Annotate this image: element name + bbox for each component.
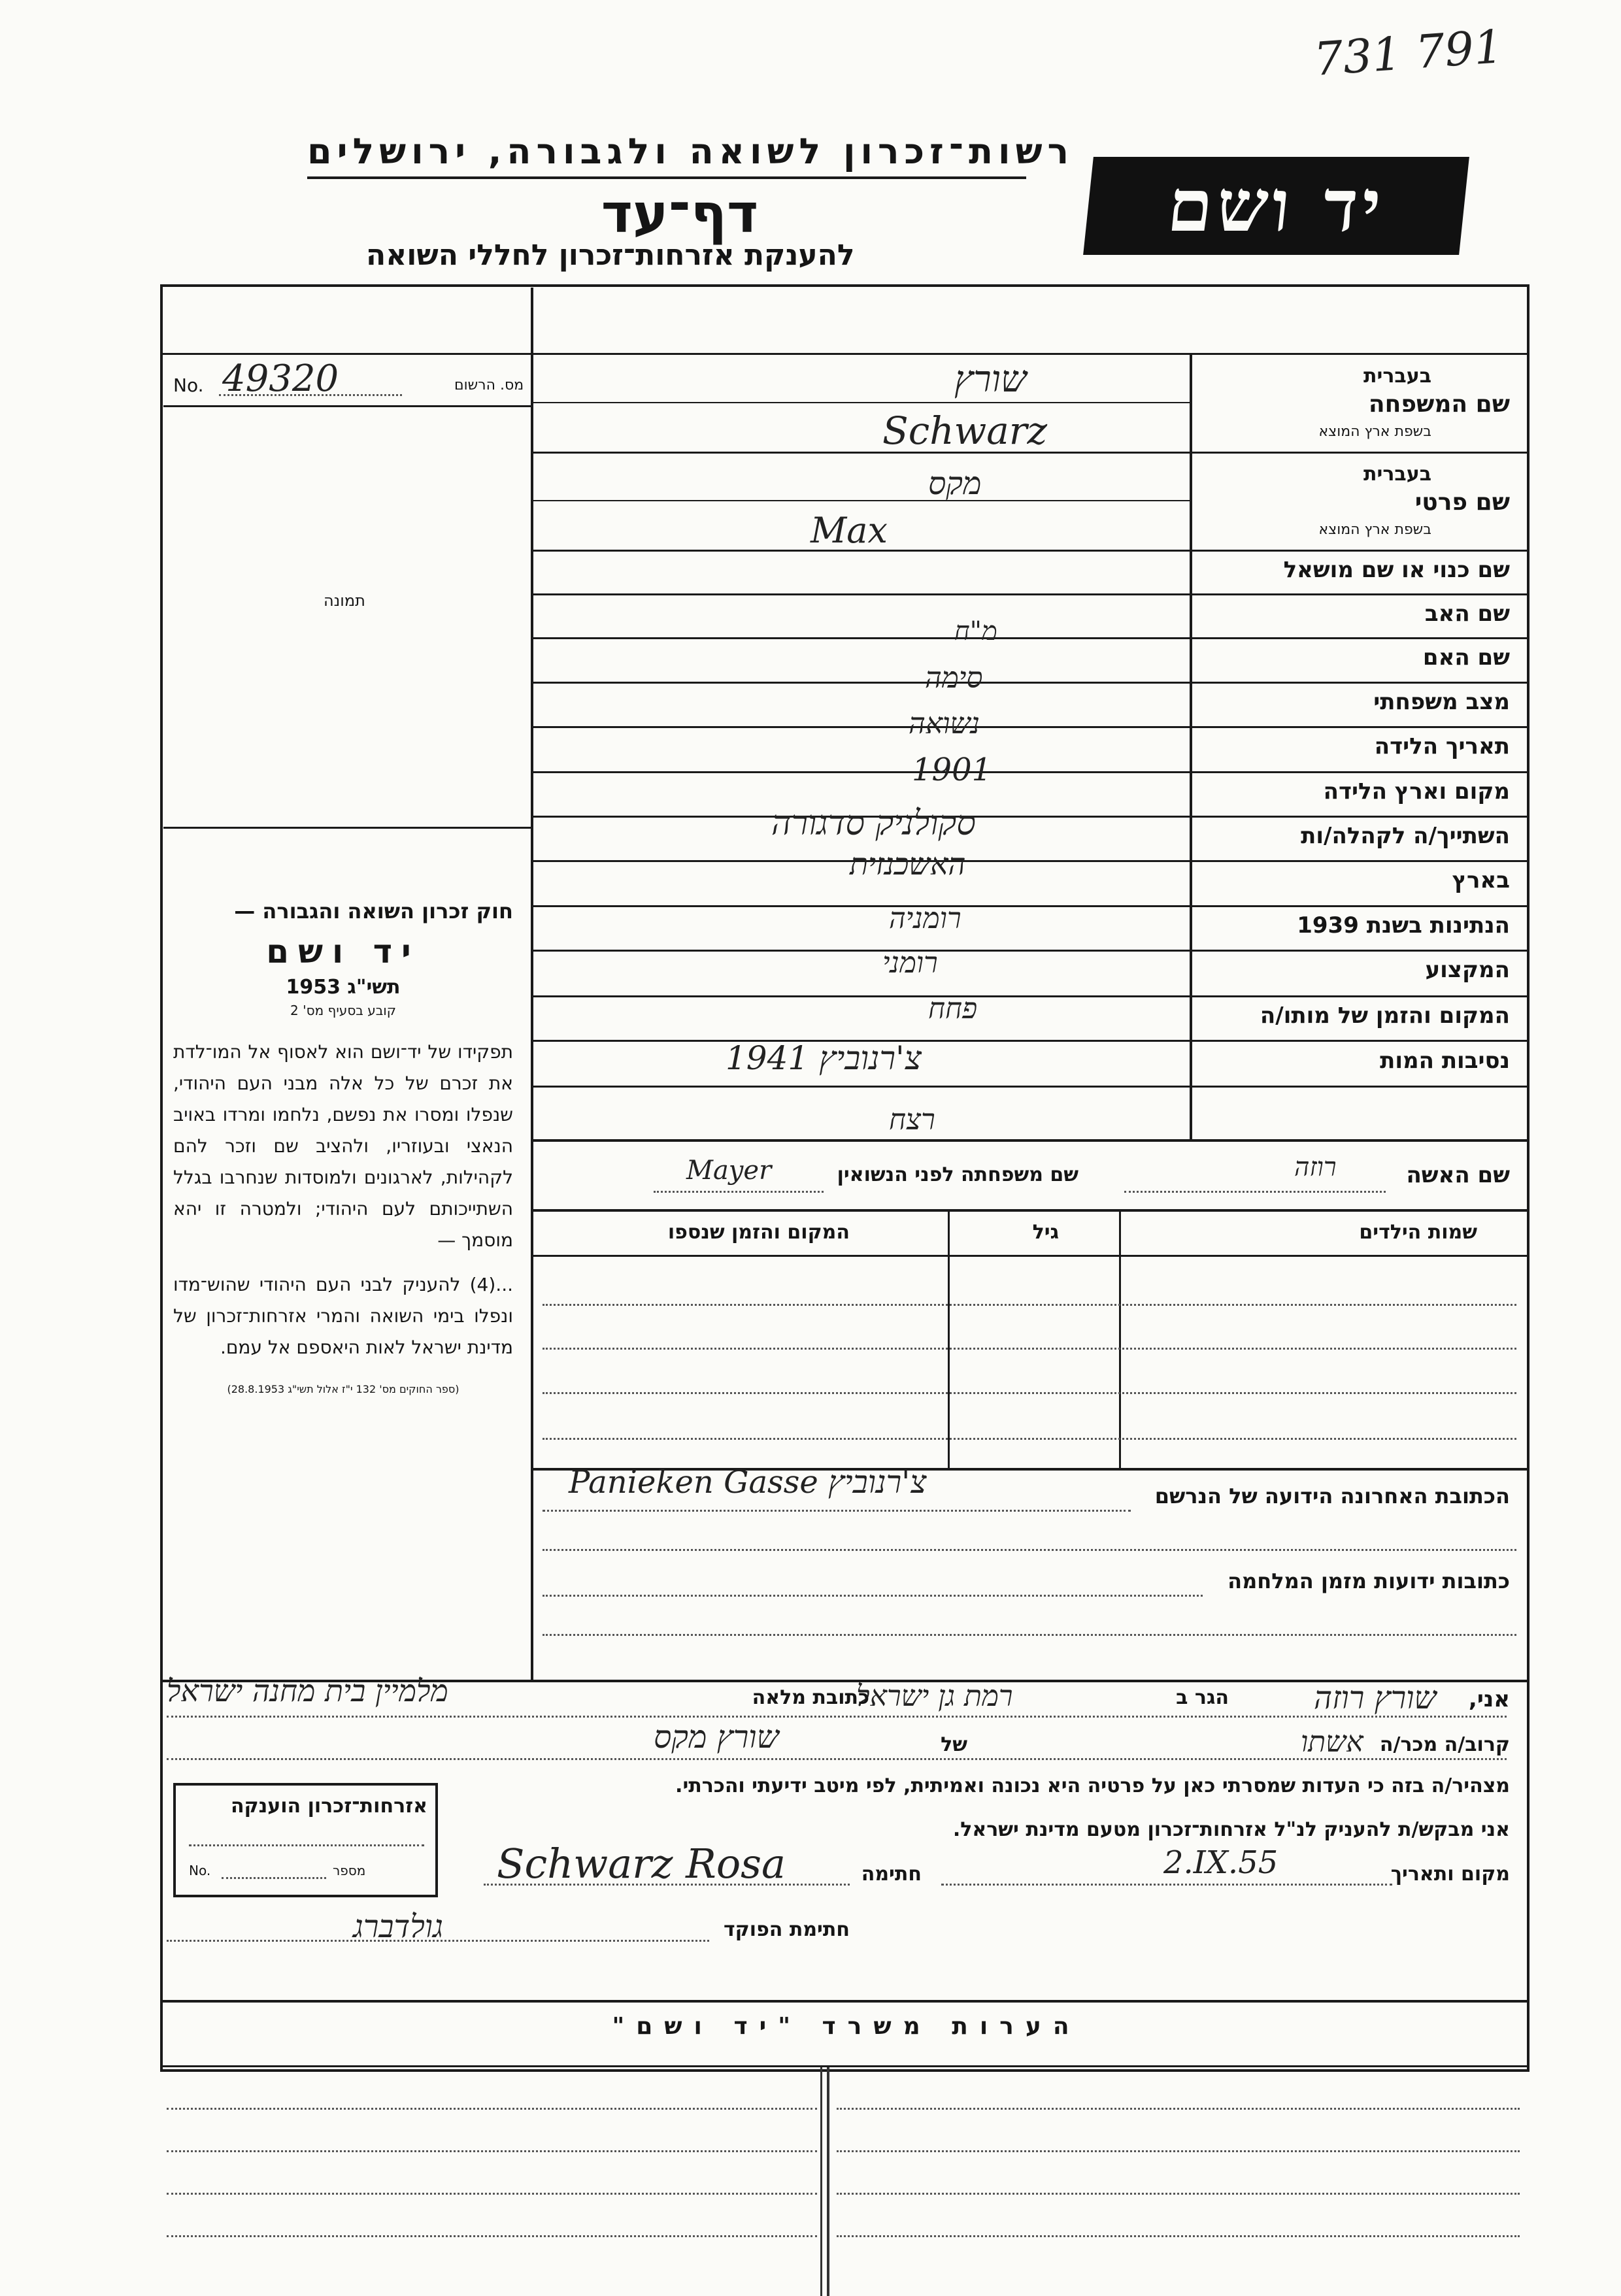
declarant-resides-value: רמת גן ישראל [856, 1680, 1013, 1713]
wartime-address-label: כתובות ידועות מזמן המלחמה [1228, 1569, 1510, 1593]
marital-status-label: מצב משפחתי [1373, 689, 1510, 715]
mother-name-value: סימה [925, 661, 983, 695]
children-header-age: גיל [1032, 1221, 1059, 1244]
office-notes-line-8 [837, 2235, 1520, 2237]
officer-signature: גולדברג [353, 1908, 443, 1945]
archive-number: 731 791 [1312, 20, 1505, 86]
law-paragraph-2: ...(4) להעניק לבני העם היהודי שהוש־מדו ונפלו בימי השואה והמרי אזרחות־זכרון של מדינת ישראל לאות היאספם אל עמם. [173, 1274, 513, 1358]
children-header-place-time: המקום והזמן שנספו [667, 1221, 850, 1244]
declarant-relation-value: אשתו [1301, 1725, 1363, 1759]
death-circumstances-label: נסיבות המות [1380, 1048, 1510, 1074]
children-col-divider-2 [1119, 1212, 1121, 1468]
birth-date-value: 1901 [912, 752, 992, 788]
children-row-3 [543, 1392, 1516, 1394]
family-name-hebrew-value: שורץ [954, 358, 1027, 401]
father-name-value: מ"ח [954, 616, 997, 646]
first-name-origin-sub: בשפת ארץ המוצא [1318, 522, 1431, 538]
wife-maiden-dots [654, 1191, 824, 1193]
citizenship-dots-2 [222, 1877, 326, 1879]
office-notes-divider [160, 2065, 1529, 2067]
birth-place-value: סקולניק סדגורה [771, 804, 976, 843]
birth-date-label: תאריך הלידה [1374, 733, 1510, 759]
birth-place-label: מקום וארץ הלידה [1323, 778, 1510, 805]
law-box [173, 899, 513, 1395]
office-notes-line-3 [167, 2193, 817, 2195]
community-value: האשכנזית [850, 846, 966, 882]
father-name-label: שם האב [1424, 601, 1510, 627]
registration-label: מס. הרשום [454, 377, 524, 393]
signature-dots [484, 1884, 850, 1886]
wife-maiden-value: Mayer [686, 1156, 772, 1186]
logo-text: יד ושם [1163, 163, 1389, 248]
first-name-hebrew-value: מקס [928, 465, 982, 502]
law-name: יד ושם [266, 933, 420, 971]
first-name-label: שם פרטי [1414, 489, 1510, 516]
marital-status-value: נשואה [909, 707, 980, 740]
top-row-cells [163, 288, 510, 353]
wife-maiden-label: שם משפחתה לפני הנשואין [837, 1163, 1078, 1186]
nationality-label: הנתינות בשנת 1939 [1297, 912, 1510, 939]
community-label: השתייך/ה לקהלה/ות [1301, 823, 1510, 849]
children-row-2 [543, 1348, 1516, 1350]
place-date-dots [941, 1884, 1392, 1886]
declarant-line-dots [167, 1716, 1507, 1718]
wife-divider [533, 1209, 1527, 1212]
family-name-label: שם המשפחה [1368, 391, 1510, 418]
registration-number: 49320 [222, 358, 339, 400]
office-notes-line-4 [167, 2235, 817, 2237]
children-header-divider [533, 1255, 1527, 1257]
family-name-hebrew-sub: בעברית [1363, 365, 1431, 388]
first-name-hebrew-sub: בעברית [1363, 463, 1431, 486]
office-notes-line-7 [837, 2193, 1520, 2195]
mother-name-label: שם האם [1422, 644, 1510, 671]
profession-value: פחח [928, 992, 978, 1025]
declarant-resides-label: הגר ב [1176, 1686, 1229, 1709]
last-address-dots-2 [543, 1549, 1516, 1551]
office-notes-line-6 [837, 2150, 1520, 2152]
death-place-label: המקום והזמן של מותו/ה [1260, 1003, 1510, 1029]
photo-label: תמונה [324, 591, 365, 610]
law-year: תשי"ג 1953 [286, 976, 401, 999]
registration-no-label: No. [173, 374, 204, 396]
wife-label: שם האשה [1406, 1162, 1510, 1188]
country-value: רומניה [889, 902, 961, 935]
officer-label: חתימת הפוקד [724, 1918, 850, 1941]
declarant-of-label: של [941, 1733, 967, 1756]
office-notes-line-5 [837, 2108, 1520, 2110]
declaration-text: מצהיר/ה בזה כי העדות שמסרתי כאן על פרטיה היא נכונה ואמיתית, לפי מיטב ידיעתי והכרתי. [675, 1774, 1510, 1797]
citizenship-number-label: מספר [333, 1863, 366, 1878]
office-notes-line-1 [167, 2108, 817, 2110]
signature-value: Schwarz Rosa [497, 1840, 786, 1888]
form-title: דף־עד [601, 183, 759, 245]
declarant-ani-label: אני, [1468, 1686, 1510, 1712]
law-paragraph-1: תפקידו של יד־ושם הוא לאסוף אל המו־לדת את זכרם של כל אלה מבני העם היהודי, שנפלו ומסרו את נפשם, נלחמו ומרדו באויב הנאצי ובעוזריו, ולהציב שם וזכר להם לקהילות, לארגונים ולמוסדות שנחרבו בגלל השתייכותם לעם היהודי; ולמטרה זו יהא מוסמך — [173, 1041, 513, 1251]
declarant-address-value: מלמיין בית מחנה ישראל [167, 1673, 448, 1708]
place-date-value: 2.IX.55 [1163, 1844, 1278, 1881]
family-name-origin-sub: בשפת ארץ המוצא [1318, 424, 1431, 440]
declarant-name: שורץ רוזה [1314, 1680, 1437, 1716]
profession-label: המקצוע [1425, 957, 1510, 983]
request-text: אני מבקש/ת להעניק לנ"ל אזרחות־זכרון מטעם מדינת ישראל. [952, 1818, 1510, 1841]
law-title: חוק זכרון השואה והגבורה — [234, 899, 513, 923]
place-date-label: מקום ותאריך [1390, 1863, 1510, 1886]
declarant-relation-label: קרוב/ה מכר/ה [1379, 1733, 1510, 1756]
declarant-address-label: כתובת מלאה [752, 1686, 869, 1709]
nickname-label: שם כנוי או שם מושאל [1283, 557, 1510, 583]
wartime-address-dots-2 [543, 1634, 1516, 1636]
registration-divider [163, 405, 533, 407]
declarant-of-value: שורץ מקס [654, 1719, 779, 1755]
office-notes-title: הערות משרד "יד ושם" [612, 2013, 1081, 2040]
office-notes-line-2 [167, 2150, 817, 2152]
citizenship-no-label: No. [189, 1863, 211, 1878]
declarant-relation-dots [167, 1758, 1507, 1760]
family-name-origin-value: Schwarz [882, 408, 1048, 453]
wartime-address-dots [543, 1595, 1203, 1597]
signature-label: חתימה [861, 1863, 922, 1886]
authority-name: רשות־זכרון לשואה ולגבורה, ירושלים [307, 131, 1075, 172]
yad-vashem-logo [1083, 157, 1469, 255]
citizenship-title: אזרחות־זכרון הוענקה [230, 1795, 427, 1818]
citizenship-box [173, 1783, 438, 1897]
law-citation: (ספר החוקים מס' 132 י"ז אלול תשי"ג 28.8.1953) [227, 1383, 460, 1395]
registration-row [167, 358, 526, 402]
officer-dots [167, 1940, 709, 1942]
country-label: בארץ [1452, 867, 1510, 893]
citizenship-dots-1 [189, 1844, 424, 1846]
last-address-value: Panieken Gasse צ'רנוביץ [569, 1464, 927, 1501]
wife-dots [1124, 1191, 1386, 1193]
declarant-divider [160, 2000, 1529, 2003]
children-row-1 [543, 1304, 1516, 1306]
last-address-dots [543, 1510, 1131, 1512]
wife-value: רוזה [1294, 1152, 1337, 1182]
law-clause: קובע בסעיף מס' 2 [290, 1003, 396, 1018]
children-header-names: שמות הילדים [1359, 1221, 1477, 1244]
death-circumstances-value: רצח [889, 1103, 935, 1137]
first-name-origin-value: Max [811, 510, 888, 551]
children-col-divider-1 [948, 1212, 950, 1468]
office-notes-column [827, 2067, 829, 2296]
children-row-4 [543, 1438, 1516, 1440]
office-notes-column-2 [820, 2067, 822, 2296]
registration-dots [219, 394, 402, 396]
header-underline [307, 176, 1026, 179]
nationality-value: רומני [882, 946, 938, 980]
last-address-label: הכתובת האחרונה הידועה של הנרשם [1154, 1484, 1510, 1508]
photo-divider [163, 827, 533, 829]
form-subtitle: להענקת אזרחות־זכרון לחללי השואה [366, 239, 855, 272]
death-place-value: צ'רנוביץ 1941 [726, 1039, 922, 1077]
